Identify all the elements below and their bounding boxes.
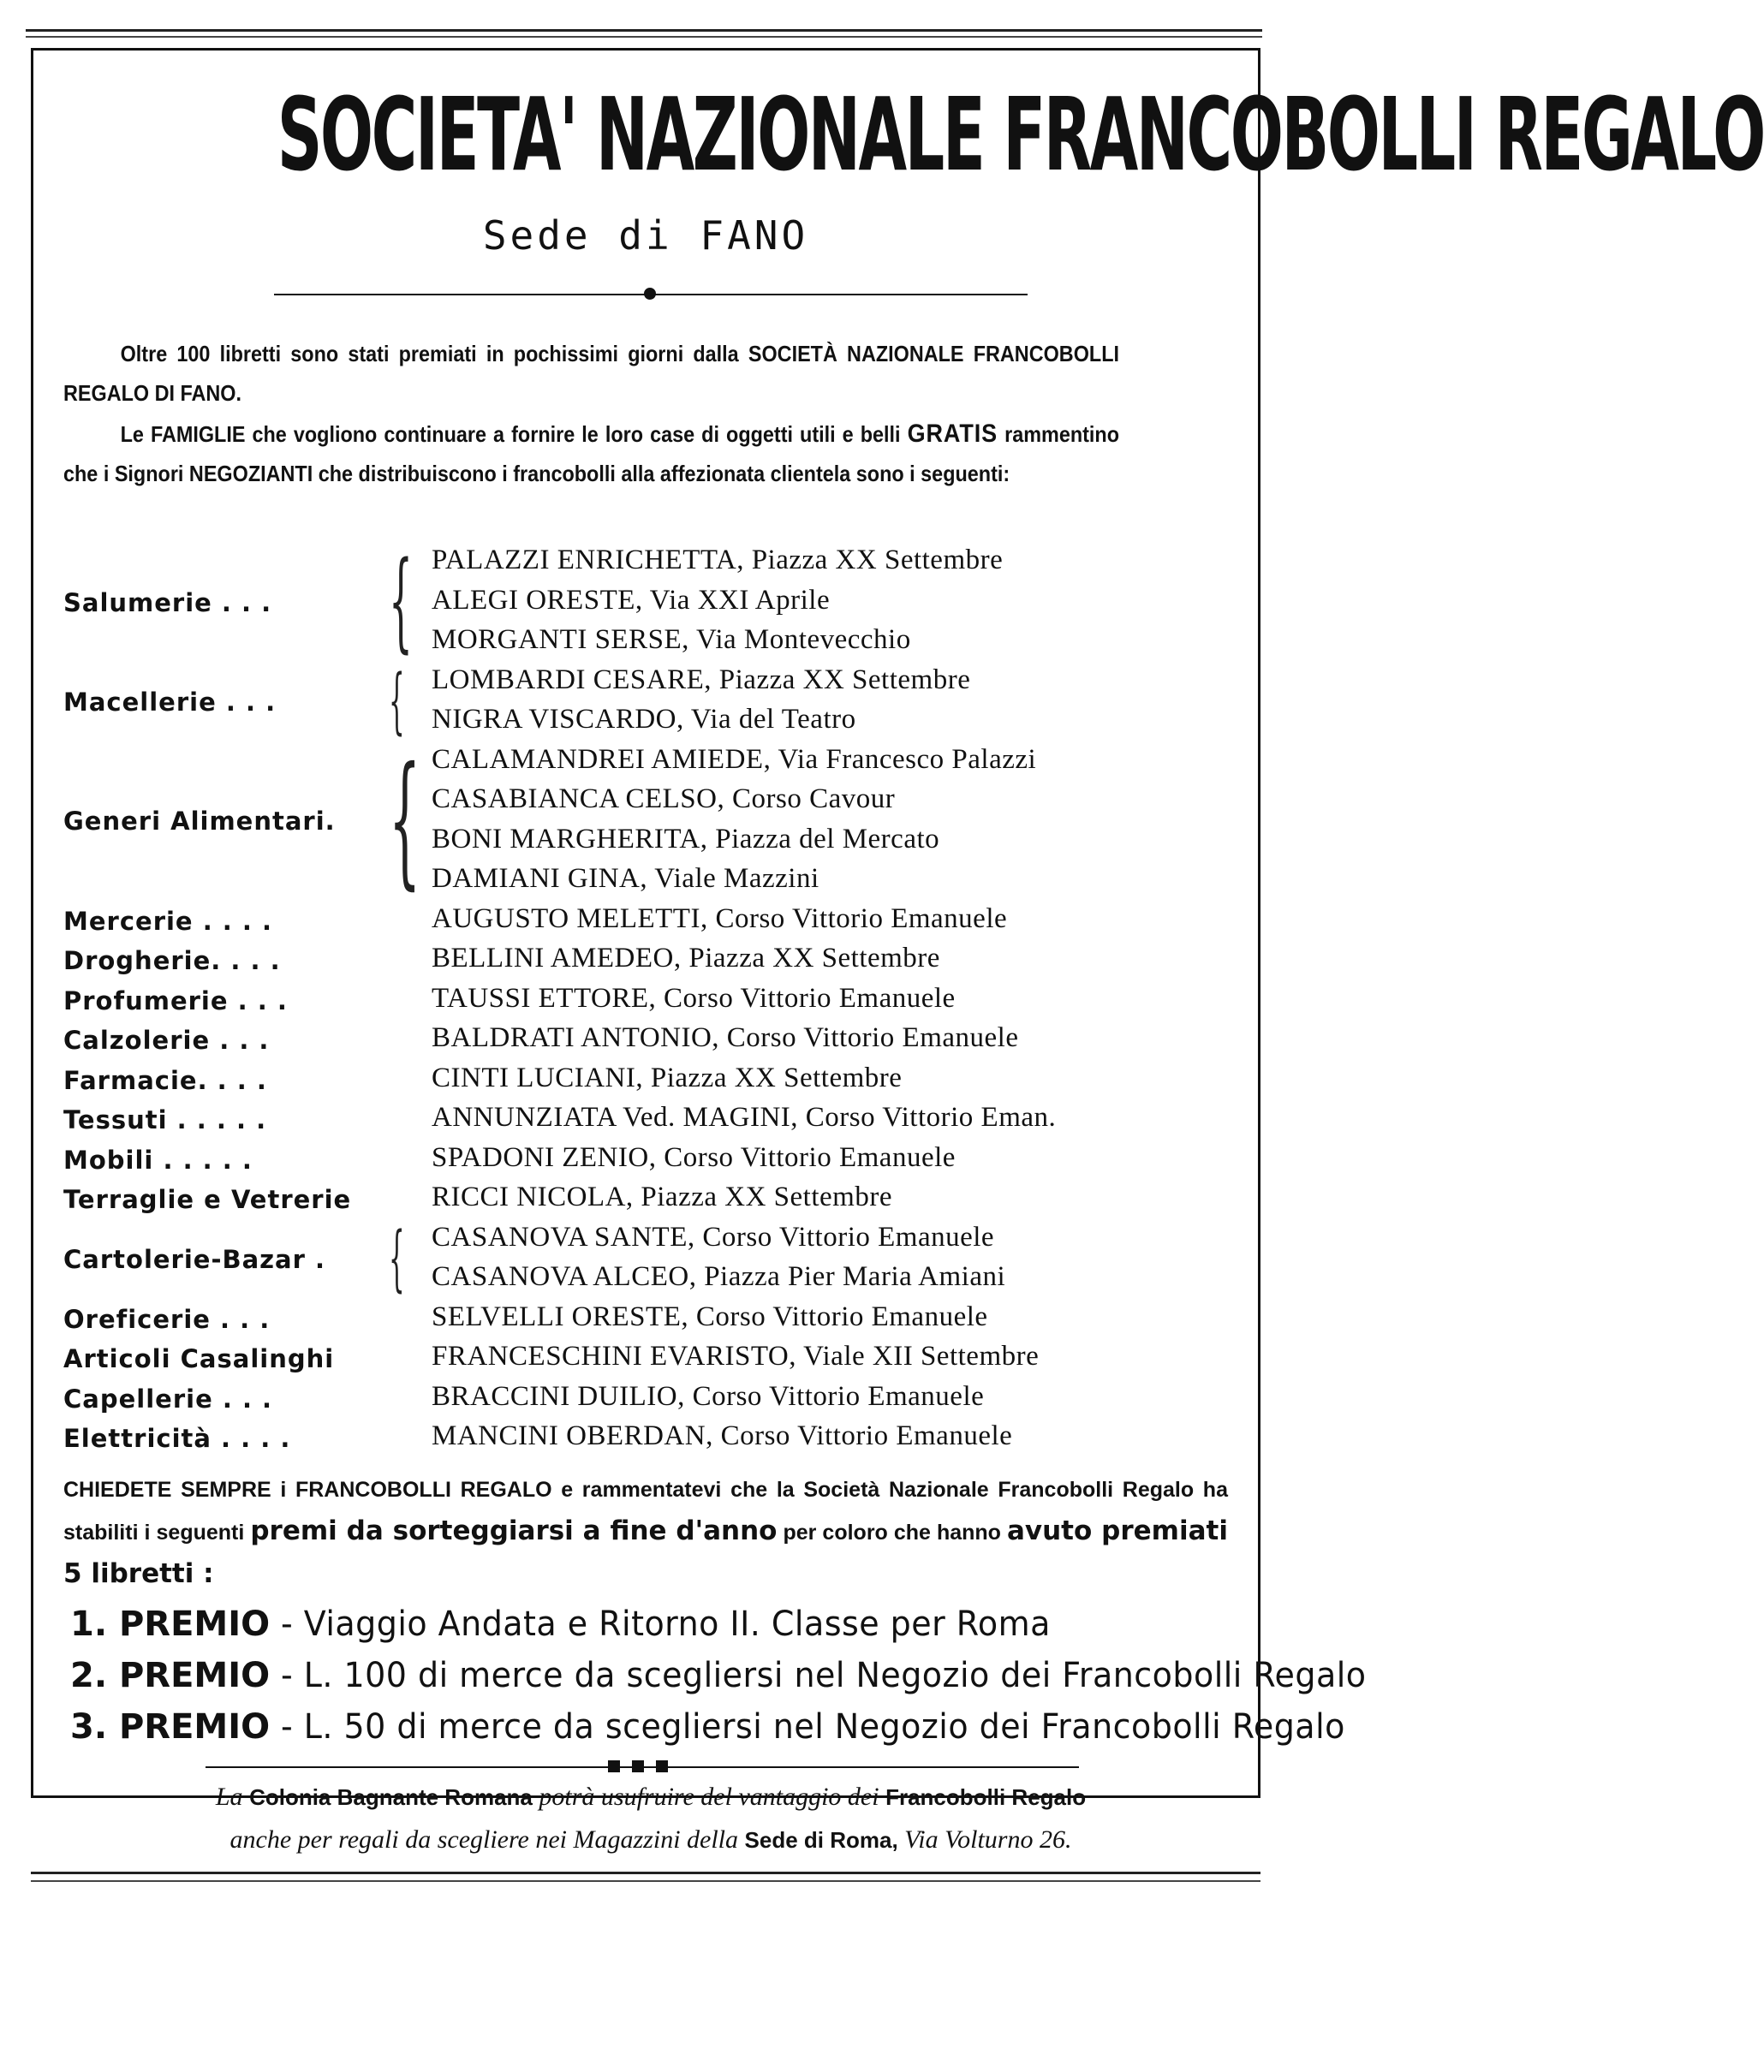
prize-1	[70, 1605, 1091, 1644]
category-label: Macellerie . . .	[63, 687, 277, 717]
intro-text-2b: rammentino che i Signori NEGOZIANTI che distribuiscono i francobolli alla affezionata clientela sono i seguenti:	[63, 421, 1120, 486]
footer-text-b: Colonia Bagnante Romana	[249, 1784, 533, 1810]
closing-paragraph	[63, 1469, 1228, 1596]
category-label: Mercerie . . . .	[63, 906, 273, 936]
category-label: Elettricità . . . .	[63, 1424, 291, 1453]
brace-icon: {	[389, 736, 421, 903]
shop-entry: PALAZZI ENRICHETTA, Piazza XX Settembre	[432, 545, 1004, 575]
brace-icon: {	[389, 538, 413, 664]
shop-entry: SPADONI ZENIO, Corso Vittorio Emanuele	[432, 1141, 956, 1173]
shop-entry: BELLINI AMEDEO, Piazza XX Settembre	[432, 943, 940, 973]
category-label: Salumerie . . .	[63, 587, 272, 617]
shop-entry: LOMBARDI CESARE, Piazza XX Settembre	[432, 664, 971, 695]
closing-text-a: CHIEDETE SEMPRE i FRANCOBOLLI REGALO e rammentatevi che la Società Nazionale Francobolli Regalo ha stabiliti i seguenti	[63, 1478, 1228, 1545]
prize-2	[70, 1656, 1423, 1695]
category-label: Farmacie. . . .	[63, 1065, 267, 1095]
category-label: Calzolerie . . .	[63, 1026, 270, 1055]
shop-entry: TAUSSI ETTORE, Corso Vittorio Emanuele	[432, 982, 956, 1014]
top-rule-1	[26, 29, 1262, 32]
shop-entry: BALDRATI ANTONIO, Corso Vittorio Emanuele	[432, 1022, 1019, 1053]
shop-entry: BONI MARGHERITA, Piazza del Mercato	[432, 823, 940, 854]
footer-text-d: Francobolli Regalo	[885, 1784, 1087, 1810]
category-label: Articoli Casalinghi	[63, 1344, 335, 1373]
category-label: Drogherie. . . .	[63, 946, 281, 975]
intro-paragraph-2	[63, 414, 1119, 493]
footer-text-c: potrà usufruire del vantaggio dei	[539, 1783, 879, 1811]
prize-number: 3. PREMIO	[70, 1707, 271, 1747]
category-label: Profumerie . . .	[63, 985, 288, 1015]
shop-entry: CALAMANDREI AMIEDE, Via Francesco Palazzi	[432, 743, 1037, 775]
category-label: Oreficerie . . .	[63, 1304, 271, 1334]
intro-text-2a: Le FAMIGLIE che vogliono continuare a fornire le loro case di oggetti utili e belli	[120, 421, 901, 447]
category-label: Cartolerie-Bazar .	[63, 1244, 326, 1274]
bottom-rule-1	[31, 1872, 1260, 1874]
shop-entry: SELVELLI ORESTE, Corso Vittorio Emanuele	[432, 1301, 988, 1332]
shop-entry: BRACCINI DUILIO, Corso Vittorio Emanuele	[432, 1380, 985, 1412]
shop-entry: RICCI NICOLA, Piazza XX Settembre	[432, 1182, 892, 1212]
shop-entry: CASANOVA ALCEO, Piazza Pier Maria Amiani	[432, 1261, 1006, 1292]
shop-entry: NIGRA VISCARDO, Via del Teatro	[432, 704, 856, 735]
square-ornament-icon	[632, 1760, 644, 1772]
gratis-label: GRATIS	[907, 420, 998, 448]
square-ornament-icon	[608, 1760, 620, 1772]
shop-entry: CASABIANCA CELSO, Corso Cavour	[432, 783, 896, 814]
bottom-rule-2	[31, 1880, 1260, 1882]
intro-text-1: Oltre 100 libretti sono stati premiati in pochissimi giorni dalla SOCIETÀ NAZIONALE FRANCOBOLLI REGALO DI FANO.	[63, 341, 1120, 406]
ornament-dot-icon	[644, 288, 656, 300]
page-title: SOCIETA' NAZIONALE FRANCOBOLLI REGALO	[277, 75, 1764, 194]
shop-entry: MANCINI OBERDAN, Corso Vittorio Emanuele	[432, 1420, 1013, 1451]
shop-entry: CASANOVA SANTE, Corso Vittorio Emanuele	[432, 1221, 995, 1253]
shop-entry: MORGANTI SERSE, Via Montevecchio	[432, 624, 911, 655]
footer-text-f: Sede di Roma,	[744, 1827, 898, 1853]
category-label: Mobili . . . . .	[63, 1145, 253, 1175]
prize-3	[70, 1707, 1401, 1747]
ornament-divider	[274, 288, 1028, 300]
intro-paragraph-1	[63, 334, 1119, 413]
shop-entry: DAMIANI GINA, Viale Mazzini	[432, 863, 819, 894]
shop-entry: FRANCESCHINI EVARISTO, Viale XII Settembre	[432, 1341, 1040, 1372]
category-label: Tessuti . . . . .	[63, 1105, 267, 1134]
category-label: Capellerie . . .	[63, 1384, 273, 1414]
brace-icon: {	[389, 1215, 405, 1300]
closing-text-c: per coloro che hanno	[783, 1521, 1001, 1545]
prize-number: 2. PREMIO	[70, 1656, 271, 1695]
prize-text: - L. 100 di merce da scegliersi nel Negozio dei Francobolli Regalo	[280, 1656, 1367, 1695]
page-subtitle: Sede di FANO	[482, 212, 809, 259]
bottom-ornament-divider	[206, 1759, 1079, 1776]
footer-text-e: anche per regali da scegliere nei Magazzini della	[229, 1825, 739, 1854]
top-rule-2	[26, 36, 1262, 38]
closing-highlight-d: avuto premiati 5 libretti :	[63, 1515, 1228, 1589]
shop-entry: CINTI LUCIANI, Piazza XX Settembre	[432, 1062, 903, 1093]
brace-icon: {	[389, 658, 405, 742]
prize-number: 1. PREMIO	[70, 1605, 271, 1644]
shop-entry: ANNUNZIATA Ved. MAGINI, Corso Vittorio Eman.	[432, 1102, 1057, 1133]
category-label: Terraglie e Vetrerie	[63, 1185, 352, 1214]
category-label: Generi Alimentari.	[63, 807, 336, 837]
prize-text: - Viaggio Andata e Ritorno II. Classe per Roma	[280, 1605, 1051, 1644]
prize-text: - L. 50 di merce da scegliersi nel Negozio dei Francobolli Regalo	[280, 1707, 1345, 1747]
footer-text-g: Via Volturno 26.	[904, 1825, 1072, 1854]
shop-entry: ALEGI ORESTE, Via XXI Aprile	[432, 584, 831, 616]
square-ornament-icon	[656, 1760, 668, 1772]
shop-entry: AUGUSTO MELETTI, Corso Vittorio Emanuele	[432, 902, 1008, 934]
closing-highlight-b: premi da sorteggiarsi a fine d'anno	[250, 1515, 778, 1546]
footer-note	[69, 1776, 1233, 1861]
footer-text-a: La	[215, 1783, 243, 1811]
